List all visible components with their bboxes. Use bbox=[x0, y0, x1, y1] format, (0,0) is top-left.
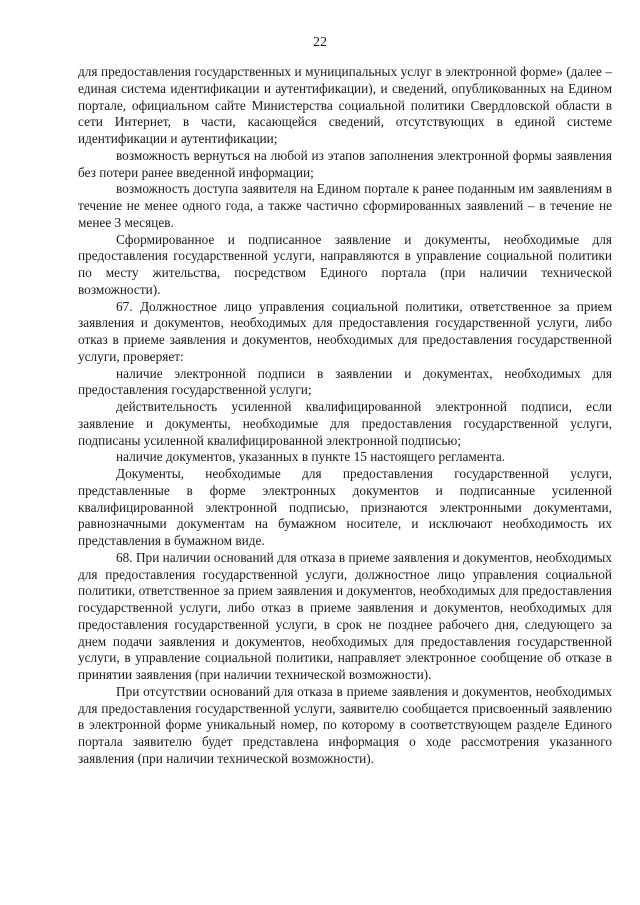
paragraph-return-to-stage: возможность вернуться на любой из этапов заполнения электронной формы заявления без потери ранее введенной информации; bbox=[78, 147, 612, 180]
paragraph-continuation: для предоставления государственных и муниципальных услуг в электронной форме» (далее – единая система идентификации и аутентификации), и сведений, опубликованных на Едином портале, официальном сайте Министерства социальной политики Свердловской области в сети Интернет, в части, касающейся сведений, отсутствующих в единой системе идентификации и аутентификации; bbox=[78, 64, 612, 146]
paragraph-clause-67: 67. Должностное лицо управления социальной политики, ответственное за прием заявления и документов, необходимых для предоставления государственной услуги, либо отказ в приеме заявления и документов, необходимых для предоставления государственной услуги, проверяет: bbox=[78, 298, 612, 364]
page-number: 22 bbox=[313, 35, 327, 50]
paragraph-unique-number: При отсутствии оснований для отказа в приеме заявления и документов, необходимых для предоставления государственной услуги, заявителю сообщается присвоенный заявлению в электронной форме уникальный номер, по которому в соответствующем разделе Единого портала заявителю будет представлена информация о ходе рассмотрения указанного заявления (при наличии технической возможности). bbox=[78, 683, 612, 766]
paragraph-documents-presence: наличие документов, указанных в пункте 15 настоящего регламента. bbox=[116, 449, 506, 465]
paragraph-clause-68: 68. При наличии оснований для отказа в приеме заявления и документов, необходимых для предоставления государственной услуги, должностное лицо управления социальной политики, ответственное за прием заявления и документов, необходимых для предоставления государственной услуги, либо отказ в приеме заявления и документов, необходимых для предоставления государственной услуги, в срок не позднее рабочего дня, следующего за днем подачи заявления и документов, необходимых для предоставления государственной услуги, в управление социальной политики, направляет электронное сообщение об отказе в принятии заявления (при наличии технической возможности). bbox=[78, 549, 612, 682]
paragraph-access-to-applications: возможность доступа заявителя на Едином портале к ранее поданным им заявлениям в течение не менее одного года, а также частично сформированных заявлений – в течение не менее 3 месяцев. bbox=[78, 181, 612, 230]
document-body bbox=[78, 64, 612, 768]
paragraph-signature-validity: действительность усиленной квалифицированной электронной подписи, если заявление и документы, необходимые для предоставления государственной услуги, подписаны усиленной квалифицированной электронной подписью; bbox=[78, 399, 612, 448]
paragraph-submission: Сформированное и подписанное заявление и документы, необходимые для предоставления государственной услуги, направляются в управление социальной политики по месту жительства, посредством Единого портала (при наличии технической возможности). bbox=[78, 231, 612, 297]
paragraph-electronic-documents: Документы, необходимые для предоставления государственной услуги, представленные в форме электронных документов и подписанные усиленной квалифицированной электронной подписью, признаются электронными документами, равнозначными документам на бумажном носителе, и исключают необходимость их представления в бумажном виде. bbox=[78, 466, 612, 548]
paragraph-signature-presence: наличие электронной подписи в заявлении и документах, необходимых для предоставления государственной услуги; bbox=[78, 365, 612, 398]
